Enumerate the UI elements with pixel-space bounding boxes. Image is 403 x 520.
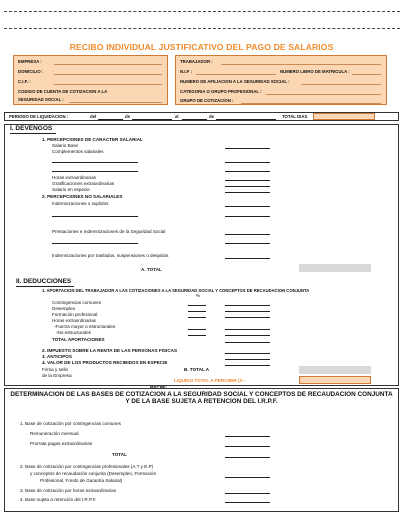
trabajador-field[interactable]	[221, 64, 381, 65]
percepciones-no-salariales-heading: 2. PERCEPCIONES NO SALARIALES	[42, 194, 123, 199]
remuneracion-field[interactable]	[225, 436, 270, 437]
percent-header: %	[196, 293, 201, 298]
afiliacion-field[interactable]	[301, 84, 381, 85]
base-3-field[interactable]	[225, 493, 270, 494]
deducciones-heading-underline	[16, 286, 74, 287]
desempleo-field[interactable]	[225, 311, 270, 312]
especie-deduccion-field[interactable]	[225, 365, 270, 366]
irpf-field[interactable]	[225, 353, 270, 354]
periodo-al-field[interactable]	[182, 119, 207, 120]
periodo-year-field[interactable]	[216, 119, 276, 120]
aportacion-heading: 1. APORTACION DEL TRABAJADOR A LAS COTIZACIONES A LA SEGURIDAD SOCIAL Y CONCEPTOS DE RECAUDACION CONJUNTA	[42, 288, 310, 293]
seguridad-social-label: SEGURIDAD SOCIAL :	[18, 97, 64, 102]
traslados-label: Indemnizaciones por traslados, suspensiones o despidos	[52, 253, 169, 258]
total-b-label: B. TOTAL A	[184, 367, 210, 372]
periodo-del-field[interactable]	[98, 119, 123, 120]
employer-info-box	[13, 55, 168, 105]
trabajador-label: TRABAJADOR :	[180, 59, 213, 64]
nif-label: N.I.F :	[180, 69, 192, 74]
periodo-row	[4, 112, 399, 121]
periodo-label: PERIODO DE LIQUIDACION :	[9, 114, 69, 119]
total-aportaciones-field[interactable]	[225, 342, 270, 343]
categoria-label: CATEGORIA O GRUPO PROFESIONAL :	[180, 89, 262, 94]
bases-total-label: TOTAL	[112, 452, 127, 457]
total-a-label: A. TOTAL	[141, 267, 162, 272]
bases-title: DETERMINACION DE LAS BASES DE COTIZACION A LA SEGURIDAD SOCIAL Y CONCEPTOS DE RECAUDACION CONJUNTA Y DE LA BASE SUJETA A RETENCION DEL I.R.P.F.	[10, 391, 393, 405]
afiliacion-label: NUMERO DE AFILIACION A LA SEGURIDAD SOCIAL :	[180, 79, 290, 84]
remuneracion-label: Remuneración mensual	[30, 431, 79, 436]
worker-info-box	[175, 55, 387, 105]
gratificaciones-field[interactable]	[225, 186, 270, 187]
salario-base-label: Salario Base	[52, 143, 79, 148]
bases-total-field[interactable]	[225, 457, 270, 458]
base-2-field[interactable]	[225, 477, 270, 478]
irpf-label: 2. IMPUESTO SOBRE LA RENTA DE LAS PERSONAS FISICAS	[42, 348, 178, 353]
complemento-line-2[interactable]	[52, 171, 138, 172]
indemnizaciones-field[interactable]	[225, 206, 270, 207]
indemnizaciones-field-2[interactable]	[225, 216, 270, 217]
total-aportaciones-label: TOTAL APORTACIONES	[52, 337, 105, 342]
complemento-line-1[interactable]	[52, 162, 138, 163]
contingencias-pct-field[interactable]	[188, 305, 206, 306]
liquido-label: LIQUIDO TOTAL A PERCIBIR (A -	[174, 378, 246, 383]
bases-panel	[4, 388, 399, 512]
anticipos-label: 3. ANTICIPOS	[42, 354, 72, 359]
domicilio-field[interactable]	[54, 74, 162, 75]
cut-line-top	[4, 11, 400, 12]
no-estructurales-label: -No estructurales	[56, 330, 91, 335]
codigo-cuenta-label: CODIGO DE CUENTA DE COTIZACION A LA	[18, 89, 108, 94]
total-a-field[interactable]	[299, 264, 371, 272]
prorrata-field[interactable]	[225, 446, 270, 447]
periodo-de1: de	[125, 114, 131, 119]
base-2-label: 2. Base de cotización por contingencias profesionales (A.T y E.P)	[20, 464, 154, 469]
periodo-al: al	[175, 114, 179, 119]
total-dias-label: TOTAL DIAS	[282, 114, 308, 119]
no-estructurales-pct-field[interactable]	[188, 335, 206, 336]
desempleo-pct-field[interactable]	[188, 311, 206, 312]
indemnizaciones-line-1[interactable]	[52, 216, 138, 217]
deducciones-heading: II. DEDUCCIONES	[16, 278, 72, 285]
fuerza-mayor-pct-field[interactable]	[188, 329, 206, 330]
nif-field[interactable]	[196, 74, 276, 75]
total-dias-field[interactable]	[313, 113, 375, 120]
fuerza-mayor-label: -Fuerza mayor o estructurales	[54, 324, 116, 329]
formacion-pct-field[interactable]	[188, 317, 206, 318]
matricula-label: NUMERO LIBRO DE MATRICULA :	[280, 69, 350, 74]
traslados-field[interactable]	[225, 258, 270, 259]
complemento-field-1[interactable]	[225, 162, 270, 163]
complementos-label: Complementos salariales	[52, 149, 104, 154]
gratificaciones-label: Gratificaciones extraordinarias	[52, 181, 115, 186]
prestaciones-label: Prestaciones e Indemnizaciones de la Seguridad Social	[52, 229, 166, 234]
cut-line-second	[4, 28, 400, 29]
anticipos-field[interactable]	[225, 359, 270, 360]
horas-extra-label: Horas extraordinarias	[52, 175, 96, 180]
codigo-cuenta-field[interactable]	[69, 102, 162, 103]
devengos-heading-underline	[10, 133, 56, 134]
prestaciones-field[interactable]	[225, 234, 270, 235]
complemento-field-2[interactable]	[225, 171, 270, 172]
periodo-mes-field[interactable]	[132, 119, 172, 120]
base-4-label: 4. Base sujeta a retención del I.R.P.F.	[20, 497, 97, 502]
base-3-label: 3. Base de cotización por horas extraordinarias	[20, 488, 117, 493]
formacion-field[interactable]	[225, 317, 270, 318]
matricula-field[interactable]	[352, 74, 381, 75]
especie-deduccion-label: 4. VALOR DE LOS PRODUCTOS RECIBIDOS EN ESPECIE	[42, 360, 168, 365]
contingencias-field[interactable]	[225, 305, 270, 306]
salario-base-field[interactable]	[225, 148, 270, 149]
periodo-del: del	[90, 114, 97, 119]
empresa-field[interactable]	[54, 64, 162, 65]
percepciones-salariales-heading: 1. PERCEPCIONES DE CARACTER SALARIAL	[42, 137, 143, 142]
fuerza-mayor-field[interactable]	[225, 329, 270, 330]
empresa-label: EMPRESA :	[18, 59, 42, 64]
prorrata-label: Prorrata pagas extraordinarias	[30, 441, 93, 446]
especie-label: Salario en especie	[52, 187, 90, 192]
especie-field[interactable]	[225, 192, 270, 193]
devengos-heading: I. DEVENGOS	[10, 125, 53, 132]
horas-extra-field[interactable]	[225, 180, 270, 181]
domicilio-label: DOMICILIO :	[18, 69, 44, 74]
cif-field[interactable]	[54, 84, 162, 85]
grupo-label: GRUPO DE COTIZACION :	[180, 98, 234, 103]
base-4-field[interactable]	[225, 502, 270, 503]
cif-label: C.I.F. :	[18, 79, 31, 84]
horas-extra-deduccion-label: Horas extraordinarias	[52, 318, 96, 323]
contingencias-label: Contingencias comunes	[52, 300, 102, 305]
periodo-de2: de	[209, 114, 215, 119]
base-1-label: 1. Base de cotización por contingencias comunes	[20, 421, 121, 426]
firma-label: Firma y sello	[42, 367, 69, 372]
grupo-field[interactable]	[241, 103, 381, 104]
empresa-firma-label: de la Empresa	[42, 373, 72, 378]
formacion-label: Formación profesional	[52, 312, 98, 317]
prestaciones-line[interactable]	[52, 243, 138, 244]
desempleo-label: Desempleo	[52, 306, 76, 311]
no-estructurales-field[interactable]	[225, 335, 270, 336]
liquido-field[interactable]	[299, 376, 371, 384]
base-2-desc-1: y conceptos de recaudación conjunta (Desempleo, Formación	[30, 471, 157, 476]
document-title: RECIBO INDIVIDUAL JUSTIFICATIVO DEL PAGO DE SALARIOS	[69, 42, 334, 52]
total-b-field[interactable]	[299, 366, 371, 374]
indemnizaciones-label: Indemnizaciones o suplidos	[52, 201, 109, 206]
categoria-field[interactable]	[266, 94, 381, 95]
base-2-desc-2: Profesional, Fondo de Garantía Salarial)	[40, 478, 123, 483]
prestaciones-field-2[interactable]	[225, 243, 270, 244]
